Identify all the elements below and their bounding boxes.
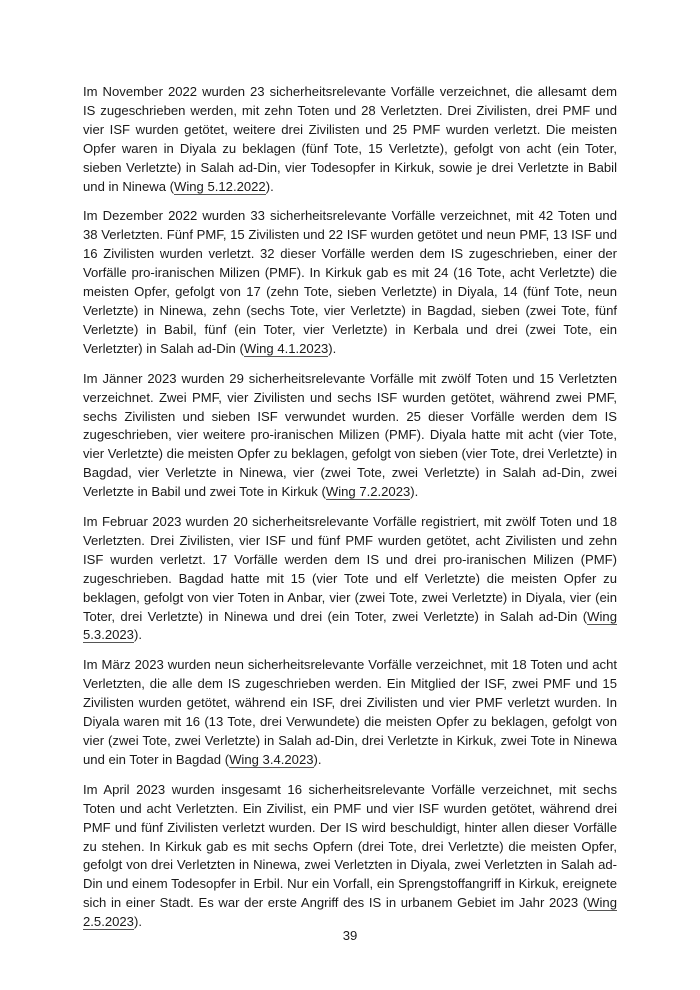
paragraph-april-2023 xyxy=(83,781,617,932)
paragraph-january-2023 xyxy=(83,370,617,502)
source-link[interactable]: Wing 7.2.2023 xyxy=(325,484,411,500)
source-link[interactable]: Wing 5.12.2022 xyxy=(173,178,266,194)
document-body xyxy=(83,83,617,943)
paragraph-closing: ). xyxy=(328,340,337,356)
source-link[interactable]: Wing 5.3.2023 xyxy=(83,608,617,643)
paragraph-text: Im November 2022 wurden 23 sicherheitsrelevante Vorfälle verzeichnet, die allesamt dem IS zugeschrieben werden, mit zehn Toten und 28 Verletzten. Drei Zivilisten, drei PMF und vier ISF wurden getötet, weitere drei Zivilisten und 25 PMF wurden verletzt. Die meisten Opfer waren in Diyala zu beklagen (fünf Tote, 15 Verletzte), gefolgt von acht (ein Toter, sieben Verletzte) in Salah ad-Din, vier Todesopfer in Kirkuk, sowie je drei Verletzte in Babil und in Ninewa ( xyxy=(83,84,617,194)
paragraph-text: Im April 2023 wurden insgesamt 16 sicherheitsrelevante Vorfälle verzeichnet, mit sechs Toten und acht Verletzten. Ein Zivilist, ein PMF und vier ISF wurden getötet, während drei PMF und fünf Zivilisten verletzt wurden. Der IS wird beschuldigt, hinter allen dieser Vorfälle zu stehen. In Kirkuk gab es mit sechs Opfern (drei Tote, drei Verletzte) die meisten Opfer, gefolgt von drei Verletzten in Ninewa, zwei Verletzten in Diyala, zwei Verletzten in Salah ad-Din und einem Todesopfer in Erbil. Nur ein Vorfall, ein Sprengstoffangriff in Kirkuk, ereignete sich in einer Stadt. Es war der erste Angriff des IS in urbanem Gebiet im Jahr 2023 ( xyxy=(83,781,617,911)
source-link[interactable]: Wing 2.5.2023 xyxy=(83,895,617,930)
paragraph-closing: ). xyxy=(313,751,322,767)
paragraph-march-2023 xyxy=(83,656,617,769)
paragraph-closing: ). xyxy=(410,484,419,500)
paragraph-closing: ). xyxy=(133,627,142,643)
paragraph-text: Im März 2023 wurden neun sicherheitsrelevante Vorfälle verzeichnet, mit 18 Toten und acht Verletzten, die alle dem IS zugeschrieben werden. Ein Mitglied der ISF, zwei PMF und 15 Zivilisten wurden getötet, während ein ISF, drei Zivilisten und vier PMF verletzt wurden. In Diyala waren mit 16 (13 Tote, drei Verwundete) die meisten Opfer zu beklagen, gefolgt von vier (zwei Tote, zwei Verletzte) in Salah ad-Din, drei Verletzte in Kirkuk, zwei Tote in Ninewa und ein Toter in Bagdad ( xyxy=(83,657,617,767)
paragraph-december-2022 xyxy=(83,207,617,358)
paragraph-text: Im Februar 2023 wurden 20 sicherheitsrelevante Vorfälle registriert, mit zwölf Toten und 18 Verletzten. Drei Zivilisten, vier ISF und fünf PMF wurden getötet, acht Zivilisten und zehn ISF wurden verletzt. 17 Vorfälle werden dem IS und drei pro-iranischen Milizen (PMF) zugeschrieben. Bagdad hatte mit 15 (vier Tote und elf Verletzte) die meisten Opfer zu beklagen, gefolgt von vier Toten in Anbar, vier (zwei Tote, zwei Verletzte) in Diyala, vier (ein Toter, drei Verletzte) in Ninewa und drei (ein Toter, zwei Verletzte) in Salah ad-Din ( xyxy=(83,514,617,624)
source-link[interactable]: Wing 4.1.2023 xyxy=(243,340,329,356)
paragraph-february-2023 xyxy=(83,513,617,645)
page-number: 39 xyxy=(342,928,358,943)
paragraph-text: Im Dezember 2022 wurden 33 sicherheitsrelevante Vorfälle verzeichnet, mit 42 Toten und 38 Verletzten. Fünf PMF, 15 Zivilisten und 22 ISF wurden getötet und neun PMF, 13 ISF und 16 Zivilisten wurden verletzt. 32 dieser Vorfälle werden dem IS zugeschrieben, einer der Vorfälle pro-iranischen Milizen (PMF). In Kirkuk gab es mit 24 (16 Tote, acht Verletzte) die meisten Opfer, gefolgt von 17 (zehn Tote, sieben Verletzte) in Diyala, 14 (fünf Tote, neun Verletzte) in Ninewa, zehn (sechs Tote, vier Verletzte) in Bagdad, sieben (zwei Tote, fünf Verletzte) in Babil, fünf (ein Toter, vier Verletzte) in Kerbala und drei (zwei Tote, ein Verletzter) in Salah ad-Din ( xyxy=(83,208,617,356)
paragraph-november-2022 xyxy=(83,83,617,196)
source-link[interactable]: Wing 3.4.2023 xyxy=(229,751,314,767)
paragraph-closing: ). xyxy=(265,178,274,194)
paragraph-closing: ). xyxy=(133,914,142,930)
paragraph-text: Im Jänner 2023 wurden 29 sicherheitsrelevante Vorfälle mit zwölf Toten und 15 Verletzten verzeichnet. Zwei PMF, vier Zivilisten und sechs ISF wurden getötet, während zwei PMF, sechs Zivilisten und sieben ISF verwundet wurden. 25 dieser Vorfälle werden dem IS zugeschrieben, vier weitere pro-iranischen Milizen (PMF). Diyala hatte mit acht (vier Tote, vier Verletzte) die meisten Opfer zu beklagen, gefolgt von sieben (vier Tote, drei Verletzte) in Bagdad, vier Verletzte in Ninewa, vier (zwei Tote, zwei Verletzte) in Salah ad-Din, zwei Verletzte in Babil und zwei Tote in Kirkuk ( xyxy=(83,370,617,500)
